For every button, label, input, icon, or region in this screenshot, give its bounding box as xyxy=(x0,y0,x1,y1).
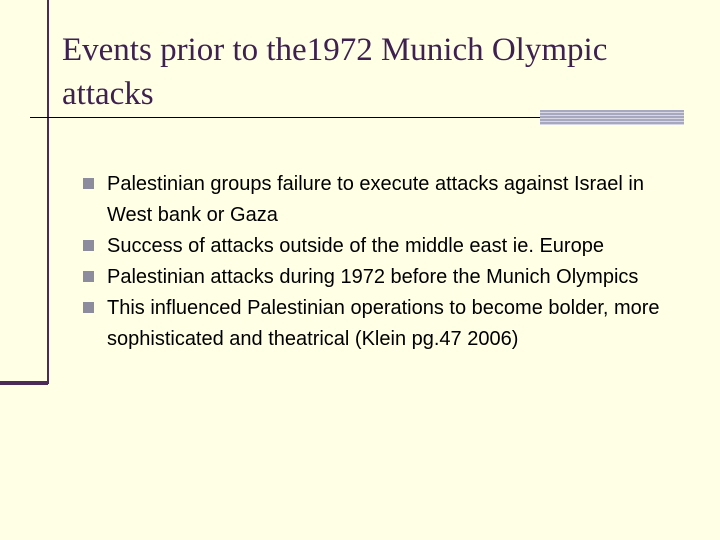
square-bullet-icon xyxy=(83,240,94,251)
bullet-item xyxy=(83,231,663,262)
slide-title: Events prior to the1972 Munich Olympic attacks xyxy=(62,32,608,112)
bullet-item xyxy=(83,169,663,231)
bullet-text: Palestinian attacks during 1972 before the Munich Olympics xyxy=(107,266,639,288)
bullet-list xyxy=(83,169,663,355)
bullet-text: This influenced Palestinian operations to become bolder, more sophisticated and theatrical (Klein pg.47 2006) xyxy=(107,297,660,350)
bullet-item xyxy=(83,262,663,293)
bullet-text: Palestinian groups failure to execute attacks against Israel in West bank or Gaza xyxy=(107,173,644,226)
title-accent-bar xyxy=(540,110,684,125)
left-accent-bar xyxy=(0,381,48,385)
bullet-text: Success of attacks outside of the middle east ie. Europe xyxy=(107,235,604,257)
square-bullet-icon xyxy=(83,178,94,189)
left-vertical-rule xyxy=(47,0,49,384)
square-bullet-icon xyxy=(83,271,94,282)
square-bullet-icon xyxy=(83,302,94,313)
bullet-item xyxy=(83,293,663,355)
